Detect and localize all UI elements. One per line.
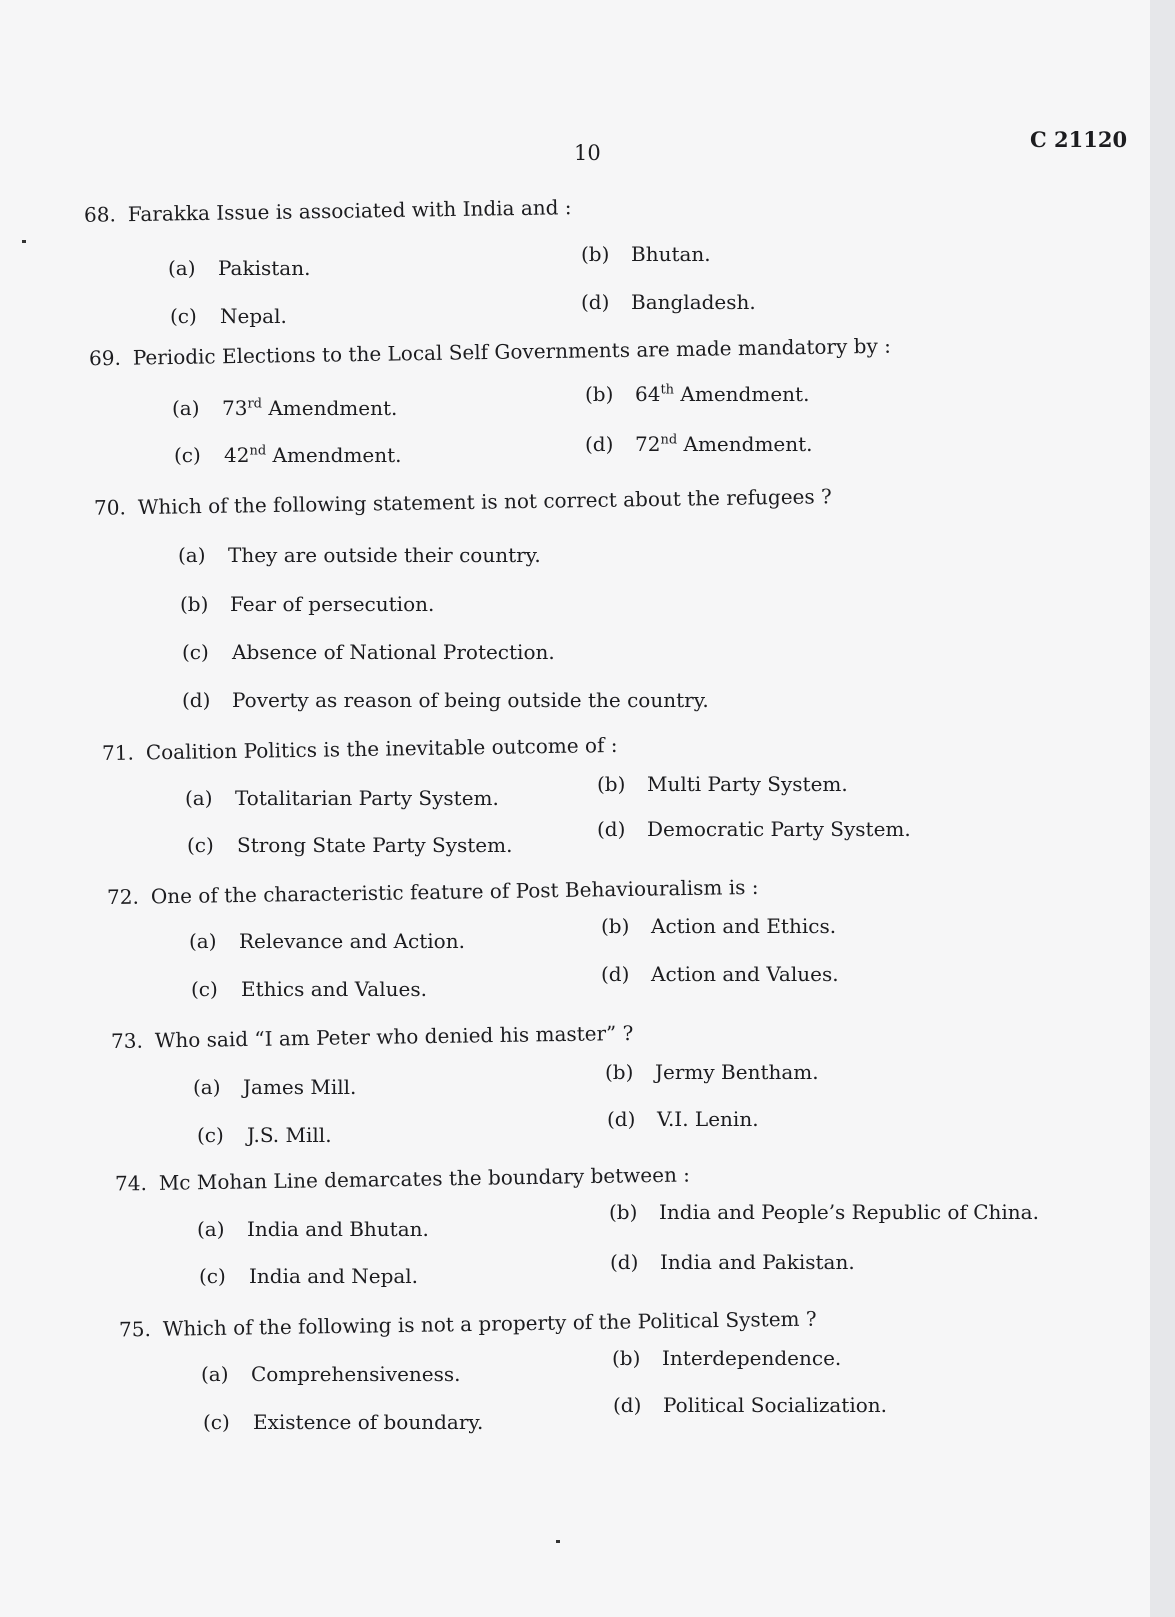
option-71a: (a) Totalitarian Party System.	[185, 786, 499, 810]
option-74a: (a) India and Bhutan.	[197, 1217, 429, 1241]
option-70b: (b) Fear of persecution.	[180, 592, 435, 616]
question-text: Coalition Politics is the inevitable outcome of :	[145, 732, 618, 765]
question-71	[102, 733, 618, 765]
option-72b: (b) Action and Ethics.	[601, 914, 837, 938]
option-74d: (d) India and Pakistan.	[610, 1250, 855, 1274]
option-73c: (c) J.S. Mill.	[197, 1123, 332, 1147]
question-number: 68.	[83, 202, 117, 227]
option-73a: (a) James Mill.	[193, 1075, 357, 1099]
question-text: Periodic Elections to the Local Self Governments are made mandatory by :	[132, 333, 892, 370]
option-72c: (c) Ethics and Values.	[191, 977, 427, 1001]
option-75c: (c) Existence of boundary.	[203, 1410, 484, 1434]
question-number: 71.	[101, 740, 135, 766]
option-70c: (c) Absence of National Protection.	[182, 640, 555, 664]
option-70d: (d) Poverty as reason of being outside the country.	[182, 688, 709, 712]
scan-speck	[22, 240, 26, 243]
option-75b: (b) Interdependence.	[612, 1346, 842, 1370]
question-72	[107, 875, 759, 909]
option-70a: (a) They are outside their country.	[178, 543, 541, 567]
question-number: 75.	[118, 1316, 152, 1342]
question-73	[111, 1021, 634, 1053]
question-number: 74.	[114, 1171, 148, 1196]
question-text: Mc Mohan Line demarcates the boundary between :	[158, 1162, 691, 1195]
page-number: 10	[574, 141, 601, 165]
question-number: 70.	[93, 495, 127, 520]
question-68	[84, 195, 572, 227]
option-72d: (d) Action and Values.	[601, 962, 839, 986]
question-69	[89, 334, 891, 371]
option-74b: (b) India and People’s Republic of China.	[609, 1200, 1039, 1224]
question-number: 69.	[88, 345, 122, 371]
option-68a: (a) Pakistan.	[168, 256, 311, 280]
option-69b: (b) 64th Amendment.	[585, 382, 810, 406]
option-69d: (d) 72nd Amendment.	[585, 432, 813, 456]
option-71d: (d) Democratic Party System.	[597, 817, 911, 841]
paper-code: C 21120	[1030, 127, 1128, 152]
option-68b: (b) Bhutan.	[581, 242, 711, 266]
option-69c: (c) 42nd Amendment.	[174, 443, 402, 467]
question-text: Who said “I am Peter who denied his master” ?	[154, 1020, 634, 1053]
option-71b: (b) Multi Party System.	[597, 772, 848, 796]
question-number: 73.	[110, 1028, 144, 1054]
option-69a: (a) 73rd Amendment.	[172, 396, 398, 420]
option-73b: (b) Jermy Bentham.	[605, 1060, 819, 1084]
option-68c: (c) Nepal.	[170, 304, 287, 328]
question-text: One of the characteristic feature of Post Behaviouralism is :	[150, 874, 759, 909]
question-text: Which of the following is not a property of the Political System ?	[162, 1306, 817, 1341]
scan-speck	[556, 1540, 560, 1543]
option-75a: (a) Comprehensiveness.	[201, 1362, 461, 1386]
option-71c: (c) Strong State Party System.	[187, 833, 513, 857]
question-70	[94, 484, 832, 520]
option-75d: (d) Political Socialization.	[613, 1393, 888, 1417]
question-number: 72.	[106, 884, 140, 910]
question-text: Which of the following statement is not correct about the refugees ?	[137, 484, 832, 520]
page-edge-shadow	[1150, 0, 1175, 1617]
question-74	[115, 1162, 690, 1195]
option-74c: (c) India and Nepal.	[199, 1264, 419, 1288]
question-text: Farakka Issue is associated with India and :	[127, 195, 572, 227]
option-68d: (d) Bangladesh.	[581, 290, 756, 314]
option-73d: (d) V.I. Lenin.	[607, 1107, 759, 1131]
question-75	[119, 1307, 817, 1342]
option-72a: (a) Relevance and Action.	[189, 929, 465, 953]
